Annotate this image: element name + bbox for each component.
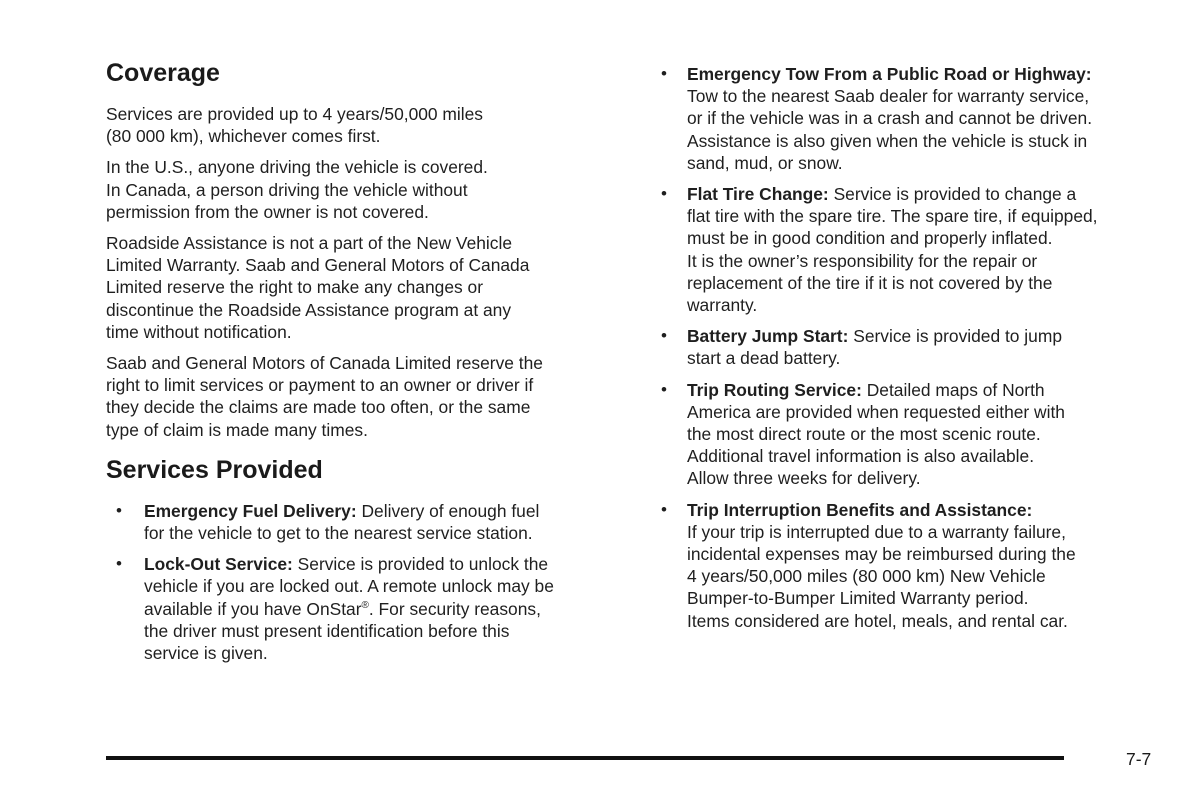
bullet-icon: •	[661, 499, 667, 519]
text-line: the most direct route or the most scenic route.	[687, 424, 1041, 445]
coverage-paragraph-4	[106, 352, 626, 441]
bullet-icon: •	[116, 554, 122, 574]
service-term: Emergency Tow From a Public Road or Highway:	[687, 64, 1092, 84]
text-line: sand, mud, or snow.	[687, 152, 843, 173]
text-line: Items considered are hotel, meals, and rental car.	[687, 610, 1068, 631]
coverage-paragraph-3	[106, 232, 626, 343]
service-item-lock-out	[106, 553, 626, 664]
text-line: Saab and General Motors of Canada Limited reserve the	[106, 353, 543, 374]
text-line: If your trip is interrupted due to a warranty failure,	[687, 521, 1066, 542]
services-provided-heading: Services Provided	[106, 455, 323, 484]
coverage-paragraph-2	[106, 156, 626, 223]
text-line: Bumper-to-Bumper Limited Warranty period.	[687, 588, 1029, 609]
service-item-flat-tire	[660, 183, 1160, 316]
text-line: Allow three weeks for delivery.	[687, 468, 921, 489]
service-term: Battery Jump Start:	[687, 326, 849, 347]
service-term: Trip Routing Service:	[687, 379, 862, 400]
text-line: Limited reserve the right to make any changes or	[106, 277, 483, 298]
registered-mark: ®	[361, 599, 369, 611]
text-line: In Canada, a person driving the vehicle without	[106, 179, 468, 200]
service-item-trip-routing	[660, 379, 1160, 490]
text-line: replacement of the tire if it is not covered by the	[687, 272, 1053, 293]
service-item-emergency-tow	[660, 63, 1160, 174]
text-line: type of claim is made many times.	[106, 419, 368, 440]
left-column	[106, 56, 626, 673]
services-list-left	[106, 500, 626, 664]
service-term: Trip Interruption Benefits and Assistance:	[687, 499, 1033, 520]
coverage-heading: Coverage	[106, 59, 220, 87]
page-number: 7-7	[1126, 749, 1152, 769]
text-line: for the vehicle to get to the nearest service station.	[144, 523, 533, 544]
service-text: available if you have OnStar	[144, 598, 362, 619]
text-line: Limited Warranty. Saab and General Motors of Canada	[106, 255, 530, 276]
bullet-icon: •	[661, 64, 667, 83]
services-list-right	[660, 63, 1160, 632]
text-line: right to limit services or payment to an owner or driver if	[106, 375, 534, 396]
text-line: permission from the owner is not covered.	[106, 201, 429, 222]
bullet-icon: •	[116, 500, 122, 520]
text-line: Services are provided up to 4 years/50,000 miles	[106, 104, 483, 124]
text-line	[687, 325, 1160, 347]
service-term: Lock-Out Service:	[144, 554, 293, 575]
service-text: Delivery of enough fuel	[356, 500, 540, 521]
service-term: Flat Tire Change:	[687, 184, 829, 205]
service-item-trip-interruption	[660, 499, 1160, 632]
text-line: must be in good condition and properly inflated.	[687, 228, 1053, 249]
bullet-icon: •	[661, 326, 667, 346]
text-line: service is given.	[144, 643, 268, 664]
text-line: start a dead battery.	[687, 348, 841, 369]
text-line	[144, 598, 626, 620]
service-term: Emergency Fuel Delivery:	[144, 500, 357, 521]
text-line: In the U.S., anyone driving the vehicle is covered.	[106, 157, 488, 178]
text-line: vehicle if you are locked out. A remote unlock may be	[144, 576, 554, 597]
text-line: It is the owner’s responsibility for the repair or	[687, 250, 1038, 271]
bullet-icon: •	[661, 184, 667, 204]
text-line	[687, 183, 1160, 205]
footer-rule	[106, 756, 1064, 760]
service-text: Service is provided to jump	[848, 326, 1063, 347]
text-line: Assistance is also given when the vehicle is stuck in	[687, 130, 1088, 151]
text-line	[144, 500, 626, 522]
bullet-icon: •	[661, 379, 667, 399]
service-item-battery-jump	[660, 325, 1160, 369]
text-line: warranty.	[687, 295, 758, 316]
text-line	[144, 553, 626, 575]
service-item-fuel-delivery	[106, 500, 626, 544]
text-line: discontinue the Roadside Assistance program at any	[106, 299, 512, 320]
text-line: time without notification.	[106, 321, 292, 342]
service-text: Service is provided to change a	[828, 184, 1077, 205]
text-line: they decide the claims are made too often, or the same	[106, 397, 531, 418]
text-line: or if the vehicle was in a crash and cannot be driven.	[687, 108, 1093, 129]
text-line: the driver must present identification before this	[144, 620, 510, 641]
text-line: 4 years/50,000 miles (80 000 km) New Vehicle	[687, 566, 1046, 587]
coverage-paragraph-1	[106, 103, 626, 147]
service-text: . For security reasons,	[368, 598, 541, 619]
right-column	[660, 63, 1160, 641]
text-line: America are provided when requested either with	[687, 401, 1065, 422]
text-line: Additional travel information is also available.	[687, 446, 1035, 467]
text-line: incidental expenses may be reimbursed during the	[687, 544, 1076, 565]
text-line: flat tire with the spare tire. The spare tire, if equipped,	[687, 206, 1098, 227]
text-line	[687, 379, 1160, 401]
service-text: Detailed maps of North	[861, 379, 1045, 400]
text-line: Roadside Assistance is not a part of the New Vehicle	[106, 233, 513, 254]
service-text: Service is provided to unlock the	[292, 554, 549, 575]
text-line: Tow to the nearest Saab dealer for warranty service,	[687, 86, 1090, 107]
text-line: (80 000 km), whichever comes first.	[106, 126, 381, 147]
